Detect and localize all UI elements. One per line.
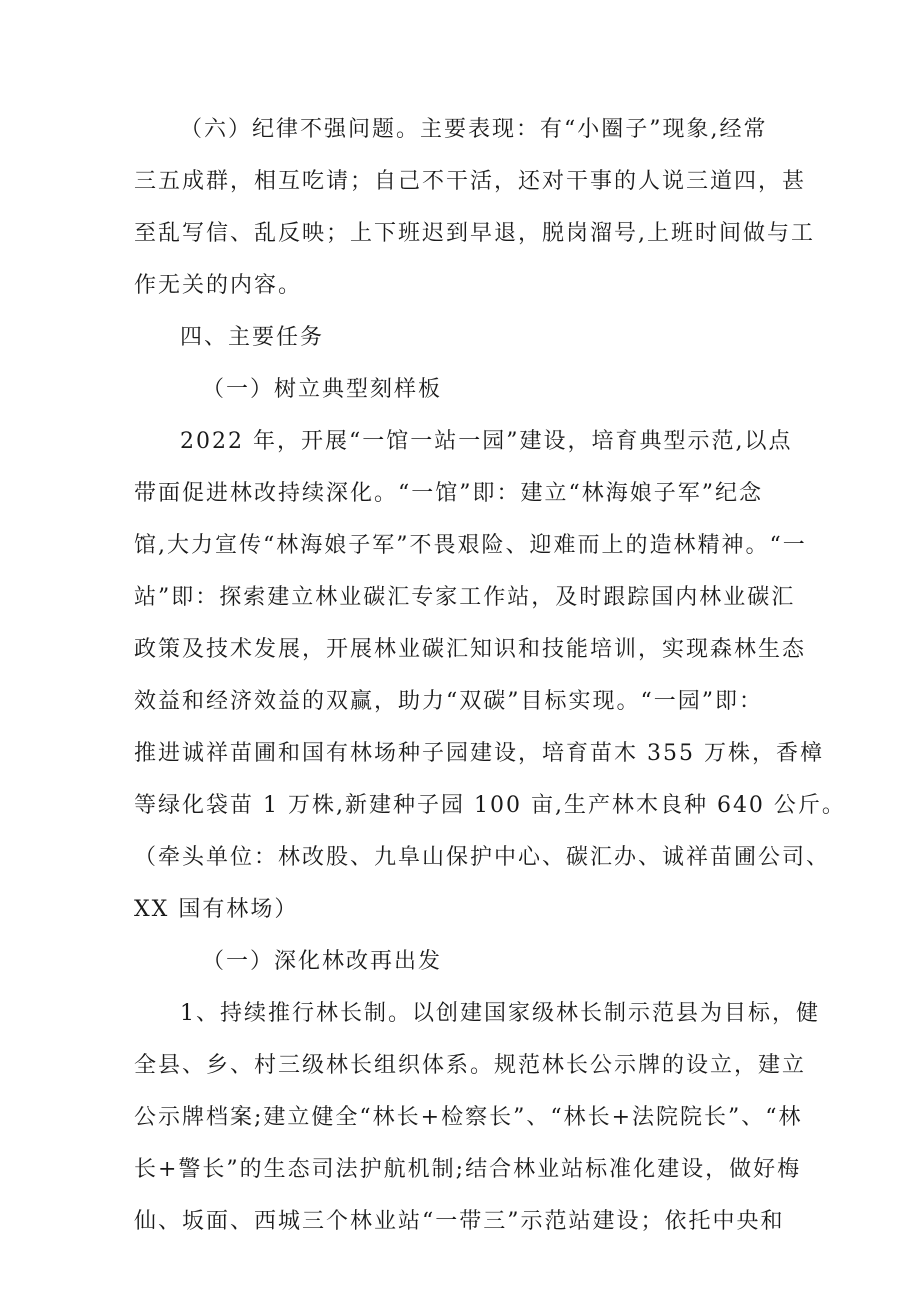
- paragraph-line: 推进诚祥苗圃和国有林场种子园建设，培育苗木 355 万株，香樟: [134, 741, 824, 766]
- paragraph-line: 三五成群，相互吃请；自己不干活，还对干事的人说三道四，甚: [134, 169, 807, 194]
- paragraph-line: 2022 年，开展“一馆一站一园”建设，培育典型示范,以点: [180, 429, 793, 454]
- paragraph-line: 作无关的内容。: [134, 273, 303, 298]
- subsection-heading: （一）树立典型刻样板: [202, 377, 443, 402]
- paragraph-line: XX 国有林场）: [134, 897, 299, 922]
- paragraph-line: （牵头单位：林改股、九阜山保护中心、碳汇办、诚祥苗圃公司、: [134, 845, 831, 870]
- paragraph-line: 站”即：探索建立林业碳汇专家工作站，及时跟踪国内林业碳汇: [134, 585, 796, 610]
- paragraph-line: 带面促进林改持续深化。“一馆”即：建立“林海娘子军”纪念: [134, 481, 763, 506]
- paragraph-line: 至乱写信、乱反映；上下班迟到早退，脱岗溜号,上班时间做与工: [134, 221, 815, 246]
- paragraph-line: 效益和经济效益的双赢，助力“双碳”目标实现。“一园”即：: [134, 689, 763, 714]
- paragraph-line: 馆,大力宣传“林海娘子军”不畏艰险、迎难而上的造林精神。“一: [134, 533, 807, 558]
- paragraph-line: 等绿化袋苗 1 万株,新建种子园 100 亩,生产林木良种 640 公斤。: [134, 793, 846, 818]
- subsection-heading: （一）深化林改再出发: [202, 949, 443, 974]
- paragraph-line: （六）纪律不强问题。主要表现：有“小圈子”现象,经常: [180, 117, 768, 142]
- paragraph-line: 仙、坂面、西城三个林业站“一带三”示范站建设；依托中央和: [134, 1209, 785, 1234]
- paragraph-line: 1、持续推行林长制。以创建国家级林长制示范县为目标，健: [180, 1001, 820, 1026]
- paragraph-line: 全县、乡、村三级林长组织体系。规范林长公示牌的设立，建立: [134, 1053, 807, 1078]
- section-heading: 四、主要任务: [180, 325, 325, 350]
- paragraph-line: 长+警长”的生态司法护航机制;结合林业站标准化建设，做好梅: [134, 1157, 802, 1182]
- paragraph-line: 政策及技术发展，开展林业碳汇知识和技能培训，实现森林生态: [134, 637, 807, 662]
- paragraph-line: 公示牌档案;建立健全“林长+检察长”、“林长+法院院长”、“林: [134, 1105, 803, 1130]
